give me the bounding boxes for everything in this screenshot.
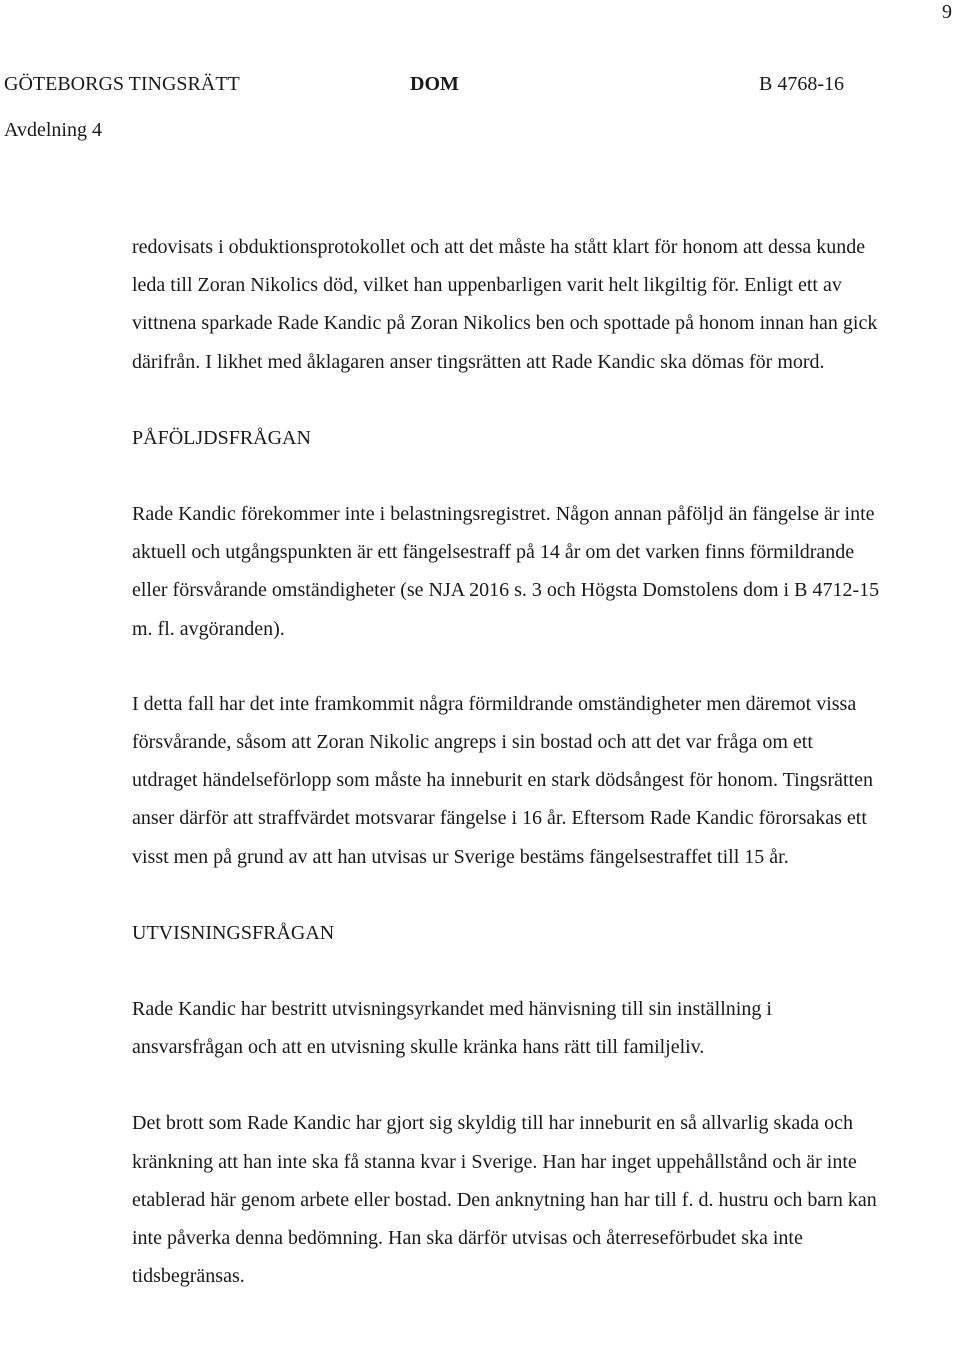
paragraph-aggravating-circumstances: I detta fall har det inte framkommit några förmildrande omständigheter men däremot vissa försvårande, såsom att Zoran Nikolic angreps i sin bostad och att det var fråga om ett utdraget händelseförlopp som måste ha inneburit en stark dödsångest för honom. Tingsrätten anser därför att straffvärdet motsvarar fängelse i 16 år. Eftersom Rade Kandic förorsakas ett visst men på grund av att han utvisas ur Sverige bestäms fängelsestraffet till 15 år. (132, 692, 873, 868)
document-type: DOM (410, 73, 459, 95)
division-label: Avdelning 4 (4, 119, 102, 141)
page-number: 9 (942, 1, 952, 23)
paragraph-expulsion-decision: Det brott som Rade Kandic har gjort sig skyldig till har inneburit en så allvarlig skada och kränkning att han inte ska få stanna kvar i Sverige. Han har inget uppehållstånd och är inte etablerad här genom arbete eller bostad. Den anknytning han har till f. d. hustru och barn kan inte påverka denna bedömning. Han ska därför utvisas och återreseförbudet ska inte tidsbegränsas. (132, 1112, 877, 1288)
section-heading-sentencing: PÅFÖLJDSFRÅGAN (132, 426, 311, 449)
paragraph-guilt-conclusion: redovisats i obduktionsprotokollet och att det måste ha stått klart för honom att dessa kunde leda till Zoran Nikolics död, vilket han uppenbarligen varit helt likgiltig för. Enligt ett av vittnena sparkade Rade Kandic på Zoran Nikolics ben och spottade på honom innan han gick därifrån. I likhet med åklagaren anser tingsrätten att Rade Kandic ska dömas för mord. (132, 236, 878, 373)
section-heading-expulsion: UTVISNINGSFRÅGAN (132, 921, 335, 944)
paragraph-criminal-record: Rade Kandic förekommer inte i belastningsregistret. Någon annan påföljd än fängelse är inte aktuell och utgångspunkten är ett fängelsestraff på 14 år om det varken finns förmildrande eller försvårande omständigheter (se NJA 2016 s. 3 och Högsta Domstolens dom i B 4712-15 m. fl. avgöranden). (132, 503, 880, 640)
court-name: GÖTEBORGS TINGSRÄTT (4, 73, 240, 95)
case-number: B 4768-16 (759, 73, 844, 95)
paragraph-expulsion-objection: Rade Kandic har bestritt utvisningsyrkandet med hänvisning till sin inställning i ansvarsfrågan och att en utvisning skulle kränka hans rätt till familjeliv. (132, 998, 772, 1059)
document-header (4, 71, 844, 97)
document-body (132, 228, 880, 1295)
